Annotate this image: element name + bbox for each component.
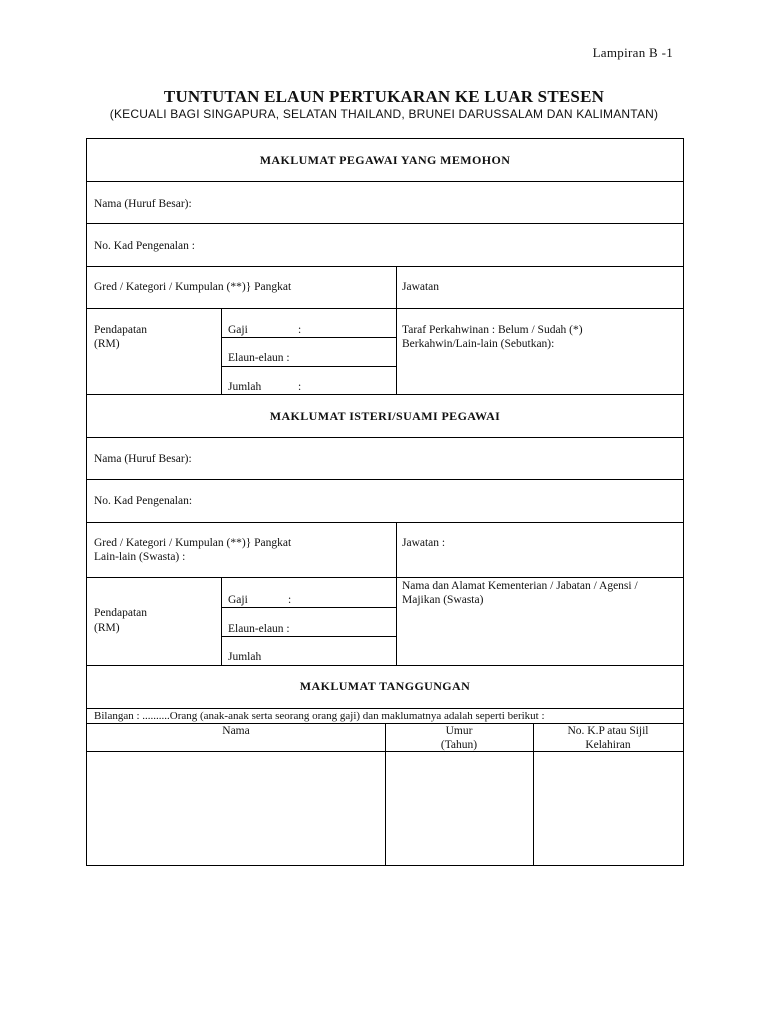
- form-subtitle: (KECUALI BAGI SINGAPURA, SELATAN THAILAND, BRUNEI DARUSSALAM DAN KALIMANTAN): [109, 107, 659, 121]
- pasangan-jumlah-label: Jumlah: [228, 651, 262, 663]
- divider: [87, 308, 683, 309]
- pegawai-gaji-label: Gaji: [228, 324, 248, 336]
- pegawai-jumlah-label: Jumlah: [228, 381, 262, 393]
- divider: [87, 266, 683, 267]
- divider: [396, 266, 397, 394]
- pegawai-jumlah-colon: :: [298, 381, 302, 393]
- col-header-kp-2: Kelahiran: [585, 739, 631, 751]
- form-title: TUNTUTAN ELAUN PERTUKARAN KE LUAR STESEN: [163, 87, 605, 106]
- divider: [87, 394, 683, 395]
- divider: [221, 577, 222, 665]
- divider: [221, 636, 396, 637]
- divider: [221, 337, 396, 338]
- pasangan-gaji-colon: :: [288, 594, 292, 606]
- divider: [396, 522, 397, 665]
- pasangan-gred-label: Gred / Kategori / Kumpulan (**)} Pangkat: [94, 537, 292, 549]
- pegawai-taraf-label: Taraf Perkahwinan : Belum / Sudah (*): [402, 324, 583, 336]
- pasangan-pendapatan-label: Pendapatan: [94, 607, 148, 619]
- divider: [221, 308, 222, 394]
- divider: [87, 577, 683, 578]
- divider: [87, 223, 683, 224]
- section-title-tanggungan: MAKLUMAT TANGGUNGAN: [299, 679, 471, 693]
- divider: [87, 522, 683, 523]
- divider: [87, 665, 683, 666]
- pasangan-kad-label: No. Kad Pengenalan:: [94, 495, 193, 507]
- col-header-kp: No. K.P atau Sijil: [567, 725, 649, 737]
- pegawai-jawatan-label: Jawatan: [402, 281, 440, 293]
- col-header-umur-unit: (Tahun): [440, 739, 478, 751]
- col-header-umur: Umur: [445, 725, 473, 737]
- tanggungan-bilangan-label: Bilangan : ..........Orang (anak-anak serta seorang orang gaji) dan maklumatnya adalah seperti berikut :: [94, 710, 545, 722]
- divider: [221, 607, 396, 608]
- divider: [87, 437, 683, 438]
- pegawai-nama-label: Nama (Huruf Besar):: [94, 198, 192, 210]
- pasangan-jawatan-label: Jawatan :: [402, 537, 446, 549]
- section-title-pegawai: MAKLUMAT PEGAWAI YANG MEMOHON: [259, 153, 511, 167]
- lampiran-label: Lampiran B -1: [592, 45, 673, 60]
- pasangan-nama-label: Nama (Huruf Besar):: [94, 453, 192, 465]
- divider: [221, 366, 396, 367]
- pasangan-elaun-label: Elaun-elaun :: [228, 623, 290, 635]
- pegawai-gaji-colon: :: [298, 324, 302, 336]
- pegawai-rm-label: (RM): [94, 338, 120, 350]
- col-header-nama: Nama: [222, 725, 250, 737]
- pasangan-gaji-label: Gaji: [228, 594, 248, 606]
- claim-form-table: [86, 138, 684, 866]
- pegawai-pendapatan-label: Pendapatan: [94, 324, 148, 336]
- pasangan-majikan-label: Nama dan Alamat Kementerian / Jabatan / Agensi /: [402, 580, 638, 592]
- section-title-pasangan: MAKLUMAT ISTERI/SUAMI PEGAWAI: [269, 409, 501, 423]
- pegawai-taraf-label-2: Berkahwin/Lain-lain (Sebutkan):: [402, 338, 555, 350]
- pasangan-majikan-label-2: Majikan (Swasta): [402, 594, 484, 606]
- pasangan-rm-label: (RM): [94, 622, 120, 634]
- divider: [87, 479, 683, 480]
- pegawai-elaun-label: Elaun-elaun :: [228, 352, 290, 364]
- pegawai-gred-label: Gred / Kategori / Kumpulan (**)} Pangkat: [94, 281, 292, 293]
- pegawai-kad-label: No. Kad Pengenalan :: [94, 240, 195, 252]
- pasangan-lainlain-label: Lain-lain (Swasta) :: [94, 551, 186, 563]
- divider: [87, 181, 683, 182]
